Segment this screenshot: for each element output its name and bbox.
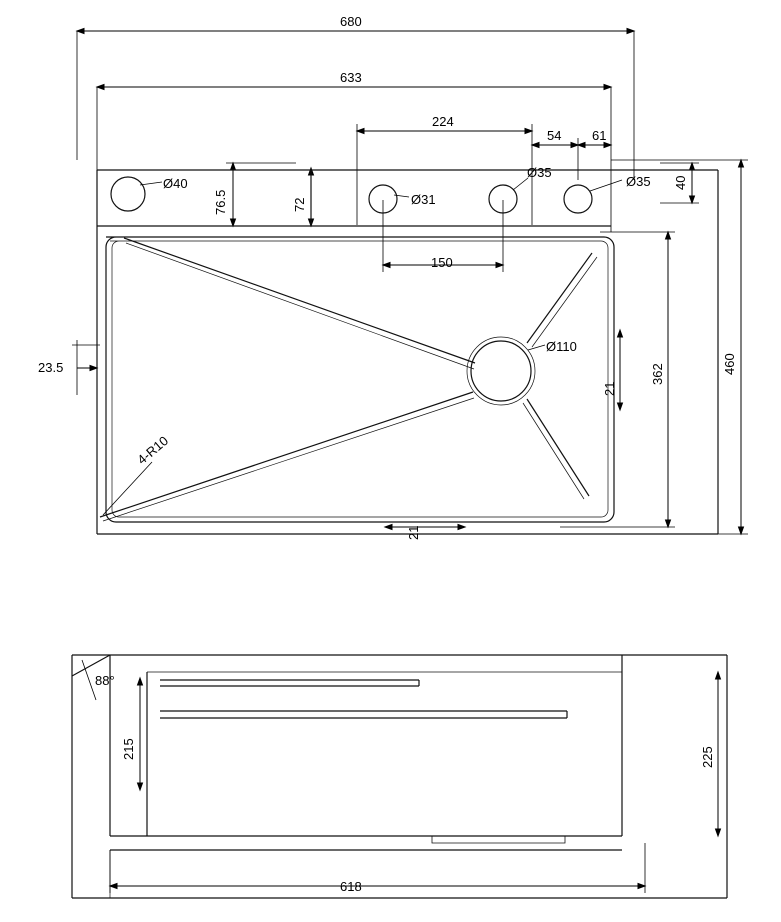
label-offset-40: 40 xyxy=(673,175,688,190)
label-offset-61: 61 xyxy=(592,128,607,143)
drain-channel-lines xyxy=(100,238,597,521)
hole-40 xyxy=(111,177,145,211)
front-view-channel-lines xyxy=(160,680,567,718)
label-overall-width: 680 xyxy=(340,14,362,29)
label-overall-height: 225 xyxy=(700,746,715,768)
label-hole-31: Ø31 xyxy=(411,192,436,207)
dim-left-offset xyxy=(72,340,100,395)
dim-overall-depth xyxy=(611,160,748,534)
drain-hole xyxy=(467,337,535,405)
label-hole-35-left: Ø35 xyxy=(527,165,552,180)
bowl-outline xyxy=(106,237,614,522)
dim-overall-height xyxy=(716,672,721,836)
dim-back-ledge-depth xyxy=(226,163,296,226)
sink-top-outline xyxy=(97,170,718,534)
label-radius-21-right: 21 xyxy=(602,381,617,396)
label-offset-72: 72 xyxy=(292,197,307,212)
label-back-ledge-depth: 76.5 xyxy=(213,189,228,215)
dim-radius-21-right xyxy=(618,330,623,410)
dim-offset-61 xyxy=(578,143,611,148)
label-overall-depth: 460 xyxy=(722,353,737,375)
label-bowl-depth: 215 xyxy=(121,738,136,760)
front-view-drain-boss xyxy=(432,836,565,843)
label-inner-depth: 362 xyxy=(650,363,665,385)
label-hole-35-right: Ø35 xyxy=(626,174,651,189)
label-offset-54: 54 xyxy=(547,128,562,143)
label-inner-width: 633 xyxy=(340,70,362,85)
hole-35-right xyxy=(564,185,592,213)
label-drain-110: Ø110 xyxy=(546,339,577,354)
front-view-outline xyxy=(72,655,727,898)
label-corner-radius: 4-R10 xyxy=(134,433,172,468)
dim-overall-width xyxy=(77,29,634,181)
dim-inner-width xyxy=(97,85,611,233)
dim-radius-21-bottom xyxy=(385,525,465,530)
front-view-bowl xyxy=(110,655,622,898)
label-left-offset: 23.5 xyxy=(38,360,64,375)
label-hole-spacing: 150 xyxy=(431,255,453,270)
label-wall-angle: 88° xyxy=(95,673,115,688)
label-hole-group-span: 224 xyxy=(432,114,454,129)
label-base-width: 618 xyxy=(340,879,362,894)
label-hole-40: Ø40 xyxy=(163,176,188,191)
dim-bowl-depth xyxy=(138,678,143,790)
hole-leader-lines xyxy=(103,178,622,515)
label-radius-21-bottom: 21 xyxy=(406,525,421,540)
